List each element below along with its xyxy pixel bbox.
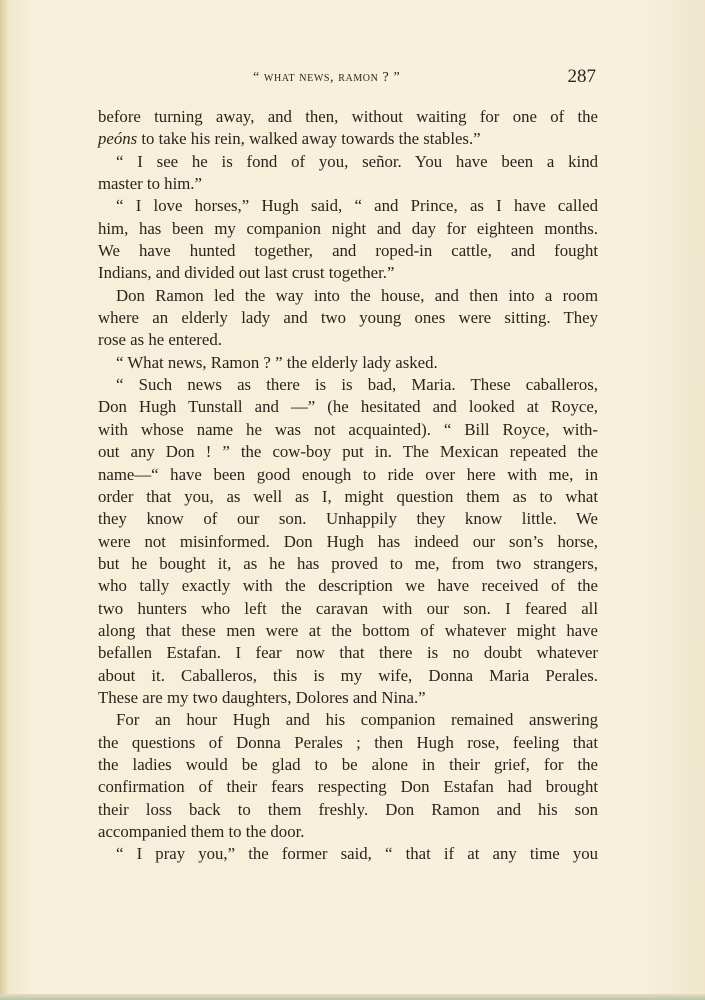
text-line: with whose name he was not acquainted). “ Bill Royce, with- [98, 419, 598, 439]
page-binding-edge [0, 0, 8, 1000]
text-line: Indians, and divided out last crust together.” [98, 263, 395, 283]
text-line: name—“ have been good enough to ride over here with me, in [98, 464, 598, 484]
text-fragment: to take his rein, walked away towards the stables.” [137, 129, 481, 149]
text-line: two hunters who left the caravan with our son. I feared all [98, 598, 598, 618]
text-line: accompanied them to the door. [98, 822, 305, 841]
text-line: rose as he entered. [98, 330, 222, 350]
text-line: Don Ramon led the way into the house, and then into a room [116, 285, 598, 305]
text-line: “ Such news as there is is bad, Maria. These caballeros, [116, 375, 598, 395]
text-line [98, 128, 598, 150]
text-line: order that you, as well as I, might question them as to what [98, 486, 598, 506]
text-line: were not misinformed. Don Hugh has indeed our son’s horse, [98, 531, 598, 551]
text-line: Don Hugh Tunstall and —” (he hesitated and looked at Royce, [98, 397, 598, 417]
page-number: 287 [567, 66, 596, 87]
running-head [96, 66, 596, 90]
text-line: their loss back to them freshly. Don Ramon and his son [98, 799, 598, 819]
text-line: befallen Estafan. I fear now that there is no doubt whatever [98, 643, 598, 663]
body-text [98, 106, 598, 866]
text-line: the ladies would be glad to be alone in their grief, for the [98, 754, 598, 774]
text-line: before turning away, and then, without waiting for one of the [98, 107, 598, 126]
text-line: the questions of Donna Perales ; then Hugh rose, feeling that [98, 732, 598, 752]
text-line: who tally exactly with the description we have received of the [98, 576, 598, 596]
text-line: about it. Caballeros, this is my wife, Donna Maria Perales. [98, 665, 598, 685]
text-line: We have hunted together, and roped-in cattle, and fought [98, 241, 598, 261]
running-head-title: “ what news, ramon ? ” [253, 70, 401, 85]
text-line: “ I love horses,” Hugh said, “ and Prince, as I have called [116, 196, 598, 216]
text-line: “ I see he is fond of you, señor. You have been a kind [116, 151, 598, 171]
italic-word: peóns [98, 129, 138, 149]
text-line: out any Don ! ” the cow-boy put in. The Mexican repeated the [98, 442, 598, 462]
text-line: confirmation of their fears respecting Don Estafan had brought [98, 777, 598, 797]
text-line: they know of our son. Unhappily they know little. We [98, 509, 598, 529]
text-line: but he bought it, as he has proved to me, from two strangers, [98, 553, 598, 573]
text-line: These are my two daughters, Dolores and Nina.” [98, 687, 426, 707]
text-line: “ What news, Ramon ? ” the elderly lady asked. [116, 352, 438, 372]
text-line: For an hour Hugh and his companion remained answering [116, 710, 598, 730]
text-line: along that these men were at the bottom of whatever might have [98, 620, 598, 640]
text-line: him, has been my companion night and day for eighteen months. [98, 218, 598, 238]
text-line: master to him.” [98, 174, 202, 194]
text-line: “ I pray you,” the former said, “ that if at any time you [116, 844, 598, 864]
text-line: where an elderly lady and two young ones were sitting. They [98, 308, 598, 328]
page-bottom-edge [0, 994, 705, 1000]
